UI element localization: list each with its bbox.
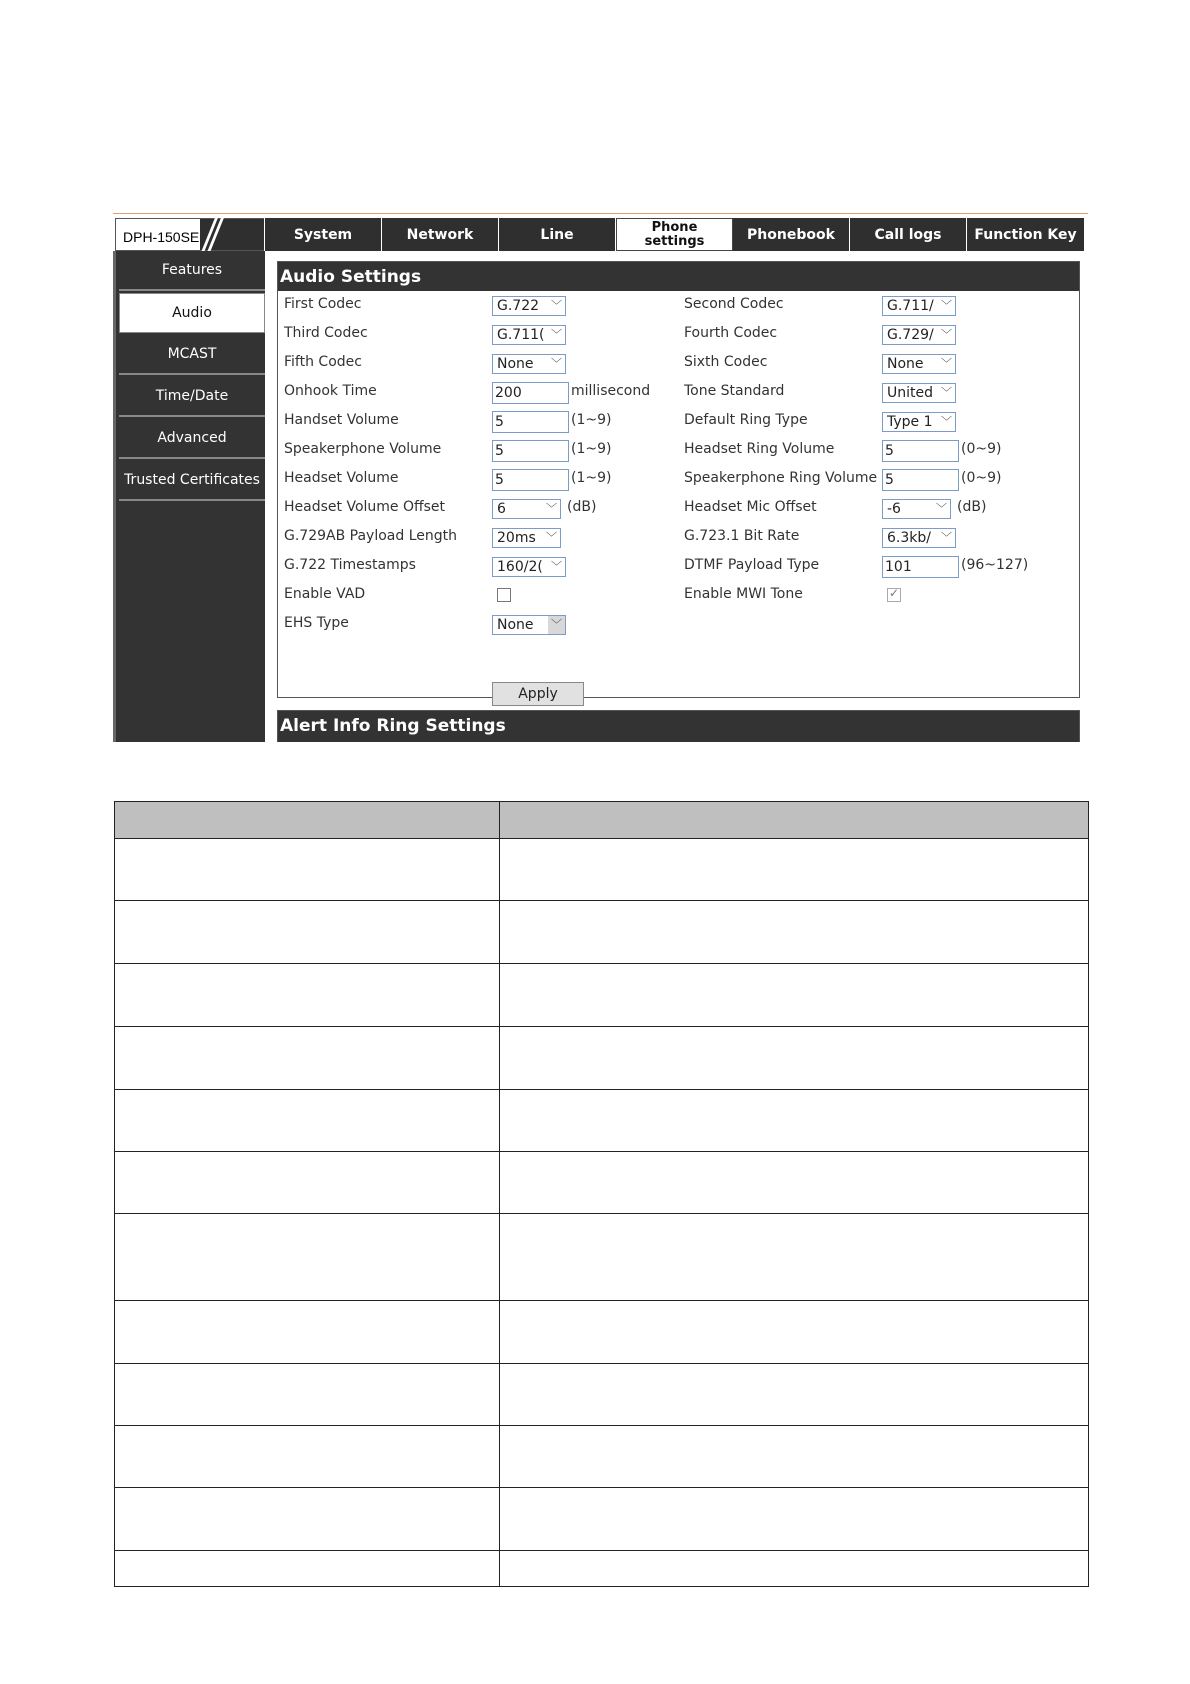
default-ring-type-label: Default Ring Type — [684, 412, 808, 428]
fourth-codec-select[interactable] — [882, 325, 956, 345]
headset-volume-range: (1~9) — [571, 470, 612, 486]
table-cell — [115, 1364, 500, 1426]
dtmf-payload-type-label: DTMF Payload Type — [684, 557, 820, 573]
table-row — [115, 1214, 1089, 1301]
table-row — [115, 1551, 1089, 1587]
headset-ring-volume-input[interactable]: 5 — [882, 440, 959, 462]
chevron-down-icon: ﹀ — [551, 560, 562, 573]
sidebar-item-time-date[interactable]: Time/Date — [119, 377, 265, 417]
chevron-down-icon: ﹀ — [941, 328, 952, 341]
chevron-down-icon: ﹀ — [941, 386, 952, 399]
tab-system[interactable]: System — [265, 218, 382, 251]
tab-line[interactable]: Line — [499, 218, 616, 251]
settings-description-table — [114, 801, 1089, 1587]
tone-standard-label: Tone Standard — [684, 383, 785, 399]
table-row — [115, 901, 1089, 964]
headset-volume-offset-unit: (dB) — [567, 499, 597, 515]
table-cell — [500, 1027, 1089, 1090]
table-cell — [500, 839, 1089, 901]
table-cell — [115, 1090, 500, 1152]
table-cell — [115, 1301, 500, 1364]
chevron-down-icon: ﹀ — [551, 299, 562, 312]
headset-volume-offset-select[interactable] — [492, 499, 561, 519]
table-row — [115, 1090, 1089, 1152]
third-codec-label: Third Codec — [284, 325, 368, 341]
g722-timestamps-label: G.722 Timestamps — [284, 557, 416, 573]
table-cell — [500, 1090, 1089, 1152]
enable-vad-checkbox[interactable] — [497, 588, 511, 602]
sixth-codec-select[interactable] — [882, 354, 956, 374]
table-cell — [115, 839, 500, 901]
handset-volume-input[interactable]: 5 — [492, 411, 569, 433]
fourth-codec-value: G.729/ — [887, 327, 934, 343]
second-codec-label: Second Codec — [684, 296, 784, 312]
brand-box — [118, 221, 200, 248]
fourth-codec-label: Fourth Codec — [684, 325, 778, 341]
g7231-bit-rate-value: 6.3kb/ — [887, 530, 931, 546]
chevron-down-icon: ﹀ — [551, 357, 562, 370]
table-cell — [500, 1551, 1089, 1587]
table-cell — [500, 1214, 1089, 1301]
tone-standard-select[interactable] — [882, 383, 956, 403]
tab-function-key[interactable]: Function Key — [967, 218, 1084, 251]
tab-call-logs[interactable]: Call logs — [850, 218, 967, 251]
second-codec-value: G.711/ — [887, 298, 934, 314]
g722-timestamps-value: 160/2( — [497, 559, 543, 575]
speakerphone-ring-volume-input[interactable]: 5 — [882, 469, 959, 491]
tab-network[interactable]: Network — [382, 218, 499, 251]
table-cell — [500, 901, 1089, 964]
web-ui-screenshot — [113, 211, 1088, 742]
chevron-down-icon: ﹀ — [941, 531, 952, 544]
table-cell — [115, 1488, 500, 1551]
chevron-down-icon: ﹀ — [936, 502, 947, 515]
fifth-codec-select[interactable] — [492, 354, 566, 374]
speakerphone-ring-volume-range: (0~9) — [961, 470, 1002, 486]
speakerphone-volume-range: (1~9) — [571, 441, 612, 457]
sidebar-item-trusted-certificates[interactable]: Trusted Certificates — [119, 461, 265, 501]
chevron-down-icon: ﹀ — [941, 415, 952, 428]
table-cell — [115, 1551, 500, 1587]
table-row — [115, 1488, 1089, 1551]
sixth-codec-label: Sixth Codec — [684, 354, 768, 370]
table-row — [115, 964, 1089, 1027]
table-cell — [500, 1488, 1089, 1551]
chevron-down-icon: ﹀ — [941, 357, 952, 370]
first-codec-select[interactable] — [492, 296, 566, 316]
table-cell — [500, 964, 1089, 1027]
onhook-time-unit: millisecond — [571, 383, 651, 399]
table-cell — [115, 1027, 500, 1090]
table-cell — [500, 1301, 1089, 1364]
sidebar-item-advanced[interactable]: Advanced — [119, 419, 265, 459]
handset-volume-label: Handset Volume — [284, 412, 399, 428]
g7231-bit-rate-select[interactable] — [882, 528, 956, 548]
top-nav — [265, 218, 1088, 251]
headset-volume-label: Headset Volume — [284, 470, 399, 486]
first-codec-label: First Codec — [284, 296, 362, 312]
fifth-codec-value: None — [497, 356, 534, 372]
table-header-cell — [500, 802, 1089, 839]
enable-vad-label: Enable VAD — [284, 586, 366, 602]
second-codec-select[interactable] — [882, 296, 956, 316]
headset-mic-offset-unit: (dB) — [957, 499, 987, 515]
chevron-down-icon: ﹀ — [546, 531, 557, 544]
first-codec-value: G.722 — [497, 298, 540, 314]
sixth-codec-value: None — [887, 356, 924, 372]
table-cell — [500, 1426, 1089, 1488]
table-cell — [115, 964, 500, 1027]
g729ab-payload-length-select[interactable] — [492, 528, 561, 548]
table-cell — [500, 1364, 1089, 1426]
sidebar-item-features[interactable]: Features — [119, 251, 265, 291]
onhook-time-label: Onhook Time — [284, 383, 377, 399]
table-header-cell — [115, 802, 500, 839]
g722-timestamps-select[interactable] — [492, 557, 566, 577]
enable-mwi-tone-checkbox[interactable] — [887, 588, 901, 602]
sidebar-item-mcast[interactable]: MCAST — [119, 335, 265, 375]
table-cell — [500, 1152, 1089, 1214]
speakerphone-volume-input[interactable]: 5 — [492, 440, 569, 462]
ehs-type-value: None — [497, 617, 534, 633]
table-header-row — [115, 802, 1089, 839]
ehs-type-select[interactable] — [492, 615, 566, 635]
alert-panel-title: Alert Info Ring Settings — [278, 711, 1079, 741]
table-cell — [115, 1426, 500, 1488]
table-row — [115, 1426, 1089, 1488]
panel-title: Audio Settings — [278, 262, 1079, 291]
table-row — [115, 1027, 1089, 1090]
top-accent-line — [113, 213, 1088, 214]
table-cell — [115, 1214, 500, 1301]
enable-mwi-tone-label: Enable MWI Tone — [684, 586, 803, 602]
chevron-down-icon: ﹀ — [941, 299, 952, 312]
headset-mic-offset-select[interactable] — [882, 499, 951, 519]
tab-phone-settings[interactable]: Phone settings — [616, 218, 733, 251]
table-row — [115, 1152, 1089, 1214]
third-codec-value: G.711( — [497, 327, 545, 343]
handset-volume-range: (1~9) — [571, 412, 612, 428]
brand-logo — [115, 218, 264, 251]
tone-standard-value: United — [887, 385, 933, 401]
onhook-time-input[interactable]: 200 — [492, 382, 569, 404]
tab-phonebook[interactable]: Phonebook — [733, 218, 850, 251]
ehs-type-label: EHS Type — [284, 615, 349, 631]
table-row — [115, 1364, 1089, 1426]
headset-mic-offset-label: Headset Mic Offset — [684, 499, 817, 515]
table-cell — [115, 1152, 500, 1214]
sidebar — [113, 251, 265, 742]
headset-volume-offset-label: Headset Volume Offset — [284, 499, 446, 515]
chevron-down-icon: ﹀ — [548, 616, 565, 634]
speakerphone-volume-label: Speakerphone Volume — [284, 441, 442, 457]
alert-info-ring-panel — [277, 710, 1080, 742]
table-row — [115, 839, 1089, 901]
headset-ring-volume-range: (0~9) — [961, 441, 1002, 457]
brand-slash-graphic — [200, 219, 264, 250]
fifth-codec-label: Fifth Codec — [284, 354, 362, 370]
chevron-down-icon: ﹀ — [551, 328, 562, 341]
dtmf-payload-type-range: (96~127) — [961, 557, 1029, 573]
sidebar-edge — [113, 251, 116, 742]
model-name: DPH-150SE — [123, 229, 200, 245]
headset-ring-volume-label: Headset Ring Volume — [684, 441, 835, 457]
default-ring-type-select[interactable] — [882, 412, 956, 432]
headset-mic-offset-value: -6 — [887, 501, 901, 517]
dtmf-payload-type-input[interactable]: 101 — [882, 556, 959, 578]
sidebar-item-audio[interactable]: Audio — [119, 293, 265, 333]
third-codec-select[interactable] — [492, 325, 566, 345]
table-row — [115, 1301, 1089, 1364]
g729ab-payload-length-value: 20ms — [497, 530, 536, 546]
headset-volume-offset-value: 6 — [497, 501, 506, 517]
apply-button[interactable]: Apply — [492, 682, 584, 706]
chevron-down-icon: ﹀ — [546, 502, 557, 515]
g729ab-payload-length-label: G.729AB Payload Length — [284, 528, 457, 544]
table-cell — [115, 901, 500, 964]
g7231-bit-rate-label: G.723.1 Bit Rate — [684, 528, 800, 544]
headset-volume-input[interactable]: 5 — [492, 469, 569, 491]
audio-settings-panel — [277, 261, 1080, 702]
default-ring-type-value: Type 1 — [887, 414, 933, 430]
speakerphone-ring-volume-label: Speakerphone Ring Volume — [684, 470, 878, 486]
